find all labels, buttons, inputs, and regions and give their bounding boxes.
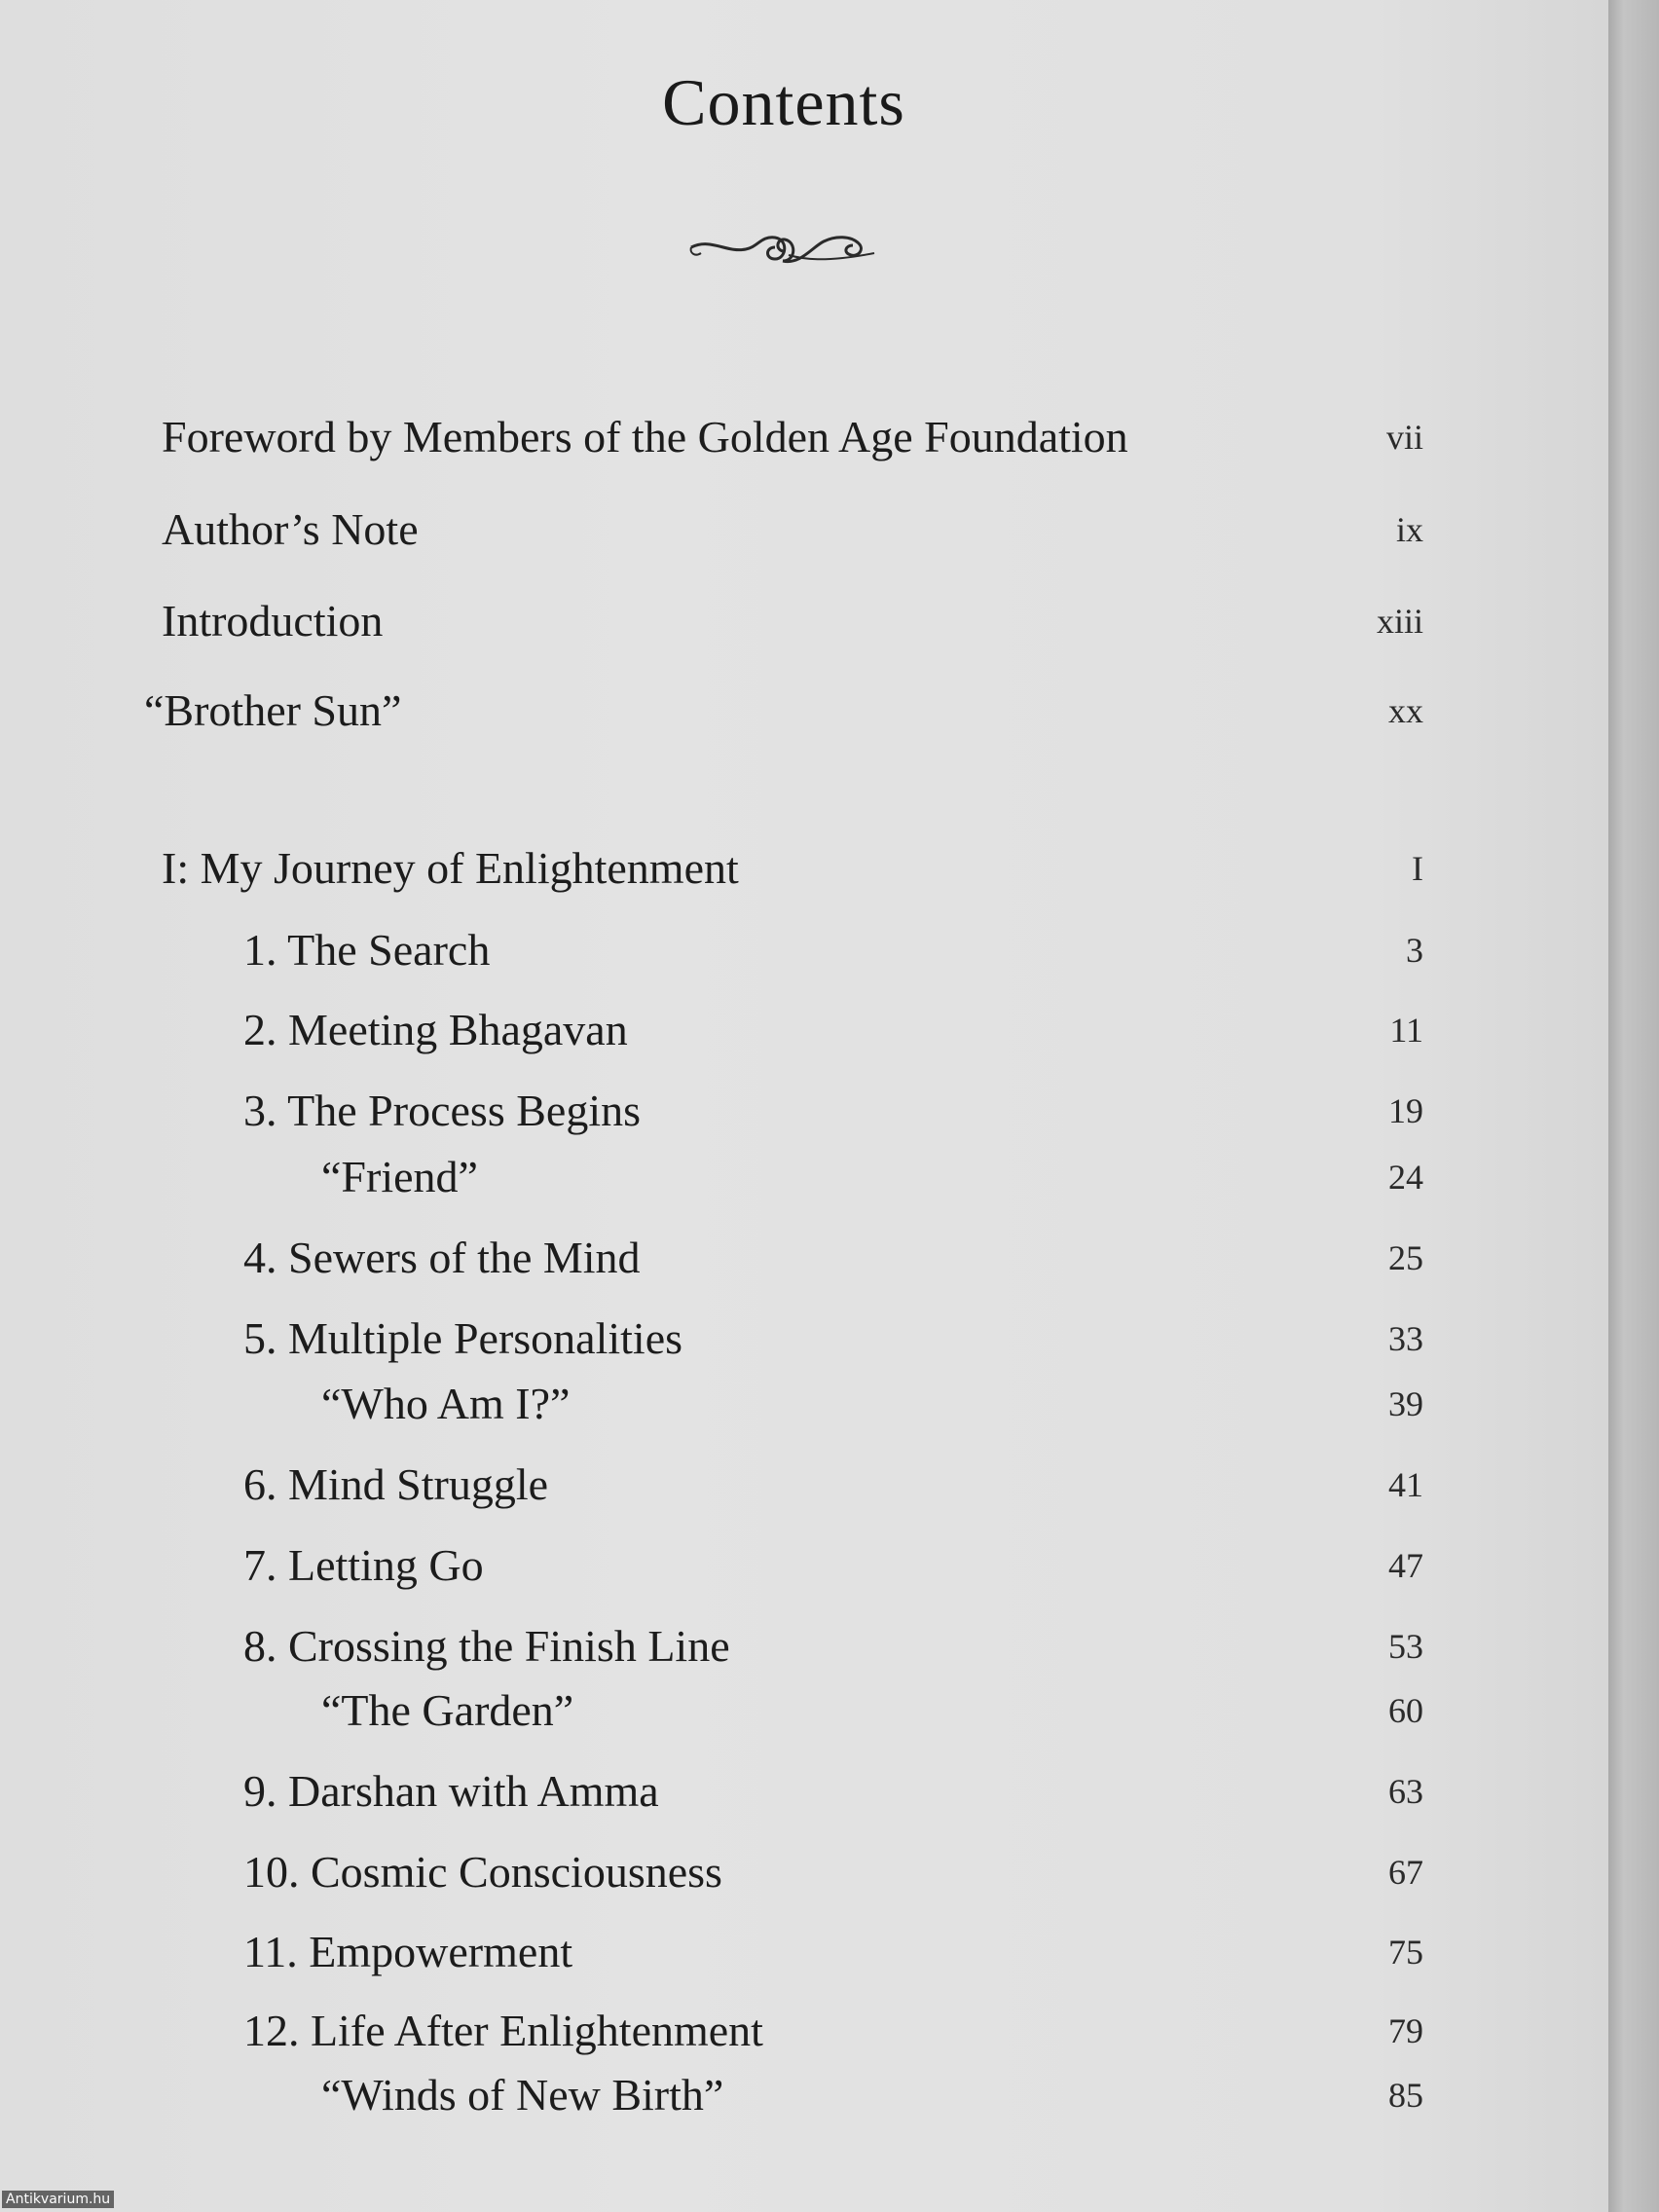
- toc-page-number: 85: [1388, 2076, 1423, 2115]
- toc-entry-label: 1. The Search: [243, 925, 491, 975]
- toc-entry-label: “Brother Sun”: [144, 685, 402, 735]
- toc-entry-label: 11. Empowerment: [243, 1927, 573, 1976]
- toc-page-number: xx: [1388, 691, 1423, 730]
- page-edge-shadow: [1608, 0, 1659, 2212]
- toc-page-number: 79: [1388, 2011, 1423, 2050]
- toc-page-number: 19: [1388, 1091, 1423, 1130]
- toc-page-number: 63: [1388, 1772, 1423, 1811]
- scroll-flourish-icon: [687, 224, 878, 275]
- toc-chapter-12: [0, 2002, 1608, 2060]
- toc-page-number: 24: [1388, 1158, 1423, 1197]
- toc-page-number: 67: [1388, 1853, 1423, 1892]
- toc-entry-label: 9. Darshan with Amma: [243, 1766, 659, 1816]
- watermark: Antikvarium.hu: [2, 2191, 114, 2208]
- toc-chapter-6: [0, 1456, 1608, 1514]
- toc-chapter-9: [0, 1762, 1608, 1821]
- toc-chapter-3: [0, 1082, 1608, 1140]
- toc-entry-label: Introduction: [162, 596, 384, 645]
- toc-entry-label: 10. Cosmic Consciousness: [243, 1847, 722, 1897]
- page-title: Contents: [662, 65, 905, 139]
- toc-chapter-11: [0, 1923, 1608, 1981]
- toc-entry-label: 2. Meeting Bhagavan: [243, 1005, 628, 1054]
- toc-poem-the-garden: [0, 1681, 1608, 1740]
- toc-entry-label: 6. Mind Struggle: [243, 1459, 549, 1509]
- toc-entry-label: “Winds of New Birth”: [321, 2070, 724, 2120]
- toc-page-number: 33: [1388, 1319, 1423, 1358]
- toc-page-number: 53: [1388, 1627, 1423, 1666]
- toc-entry-brother-sun: [0, 682, 1608, 740]
- toc-entry-label: “Who Am I?”: [321, 1379, 571, 1428]
- toc-page-number: ix: [1395, 510, 1423, 549]
- toc-entry-label: 3. The Process Begins: [243, 1086, 642, 1135]
- toc-entry-label: 5. Multiple Personalities: [243, 1313, 683, 1363]
- toc-entry-label: I: My Journey of Enlightenment: [162, 843, 739, 893]
- toc-page-number: 3: [1406, 931, 1423, 970]
- toc-page-number: 75: [1388, 1933, 1423, 1972]
- toc-chapter-7: [0, 1536, 1608, 1595]
- toc-entry-label: 4. Sewers of the Mind: [243, 1233, 641, 1282]
- toc-entry-foreword: [0, 408, 1608, 466]
- toc-poem-who-am-i: [0, 1375, 1608, 1433]
- toc-chapter-1: [0, 921, 1608, 979]
- toc-entry-label: 8. Crossing the Finish Line: [243, 1621, 730, 1671]
- toc-page-number: xiii: [1376, 602, 1423, 641]
- toc-chapter-8: [0, 1617, 1608, 1676]
- toc-page-number: 25: [1388, 1238, 1423, 1277]
- toc-page-number: 60: [1388, 1691, 1423, 1730]
- toc-page-number: 39: [1388, 1384, 1423, 1423]
- toc-page-number: I: [1412, 849, 1423, 888]
- toc-part-heading: [0, 839, 1608, 898]
- toc-chapter-5: [0, 1309, 1608, 1368]
- toc-page-number: 41: [1388, 1465, 1423, 1504]
- toc-entry-label: 7. Letting Go: [243, 1540, 484, 1590]
- toc-entry-label: Foreword by Members of the Golden Age Foundation: [162, 412, 1128, 461]
- toc-chapter-2: [0, 1001, 1608, 1059]
- toc-chapter-10: [0, 1843, 1608, 1901]
- toc-entry-label: 12. Life After Enlightenment: [243, 2006, 763, 2055]
- toc-page-number: 47: [1388, 1546, 1423, 1585]
- toc-chapter-4: [0, 1229, 1608, 1287]
- toc-entry-label: Author’s Note: [162, 504, 419, 554]
- toc-entry-label: “Friend”: [321, 1152, 478, 1201]
- toc-page-number: vii: [1385, 418, 1423, 457]
- toc-poem-winds-of-new-birth: [0, 2066, 1608, 2124]
- toc-poem-friend: [0, 1148, 1608, 1206]
- toc-entry-introduction: [0, 592, 1608, 650]
- toc-page-number: 11: [1389, 1011, 1423, 1050]
- toc-entry-authors-note: [0, 500, 1608, 559]
- toc-entry-label: “The Garden”: [321, 1685, 574, 1735]
